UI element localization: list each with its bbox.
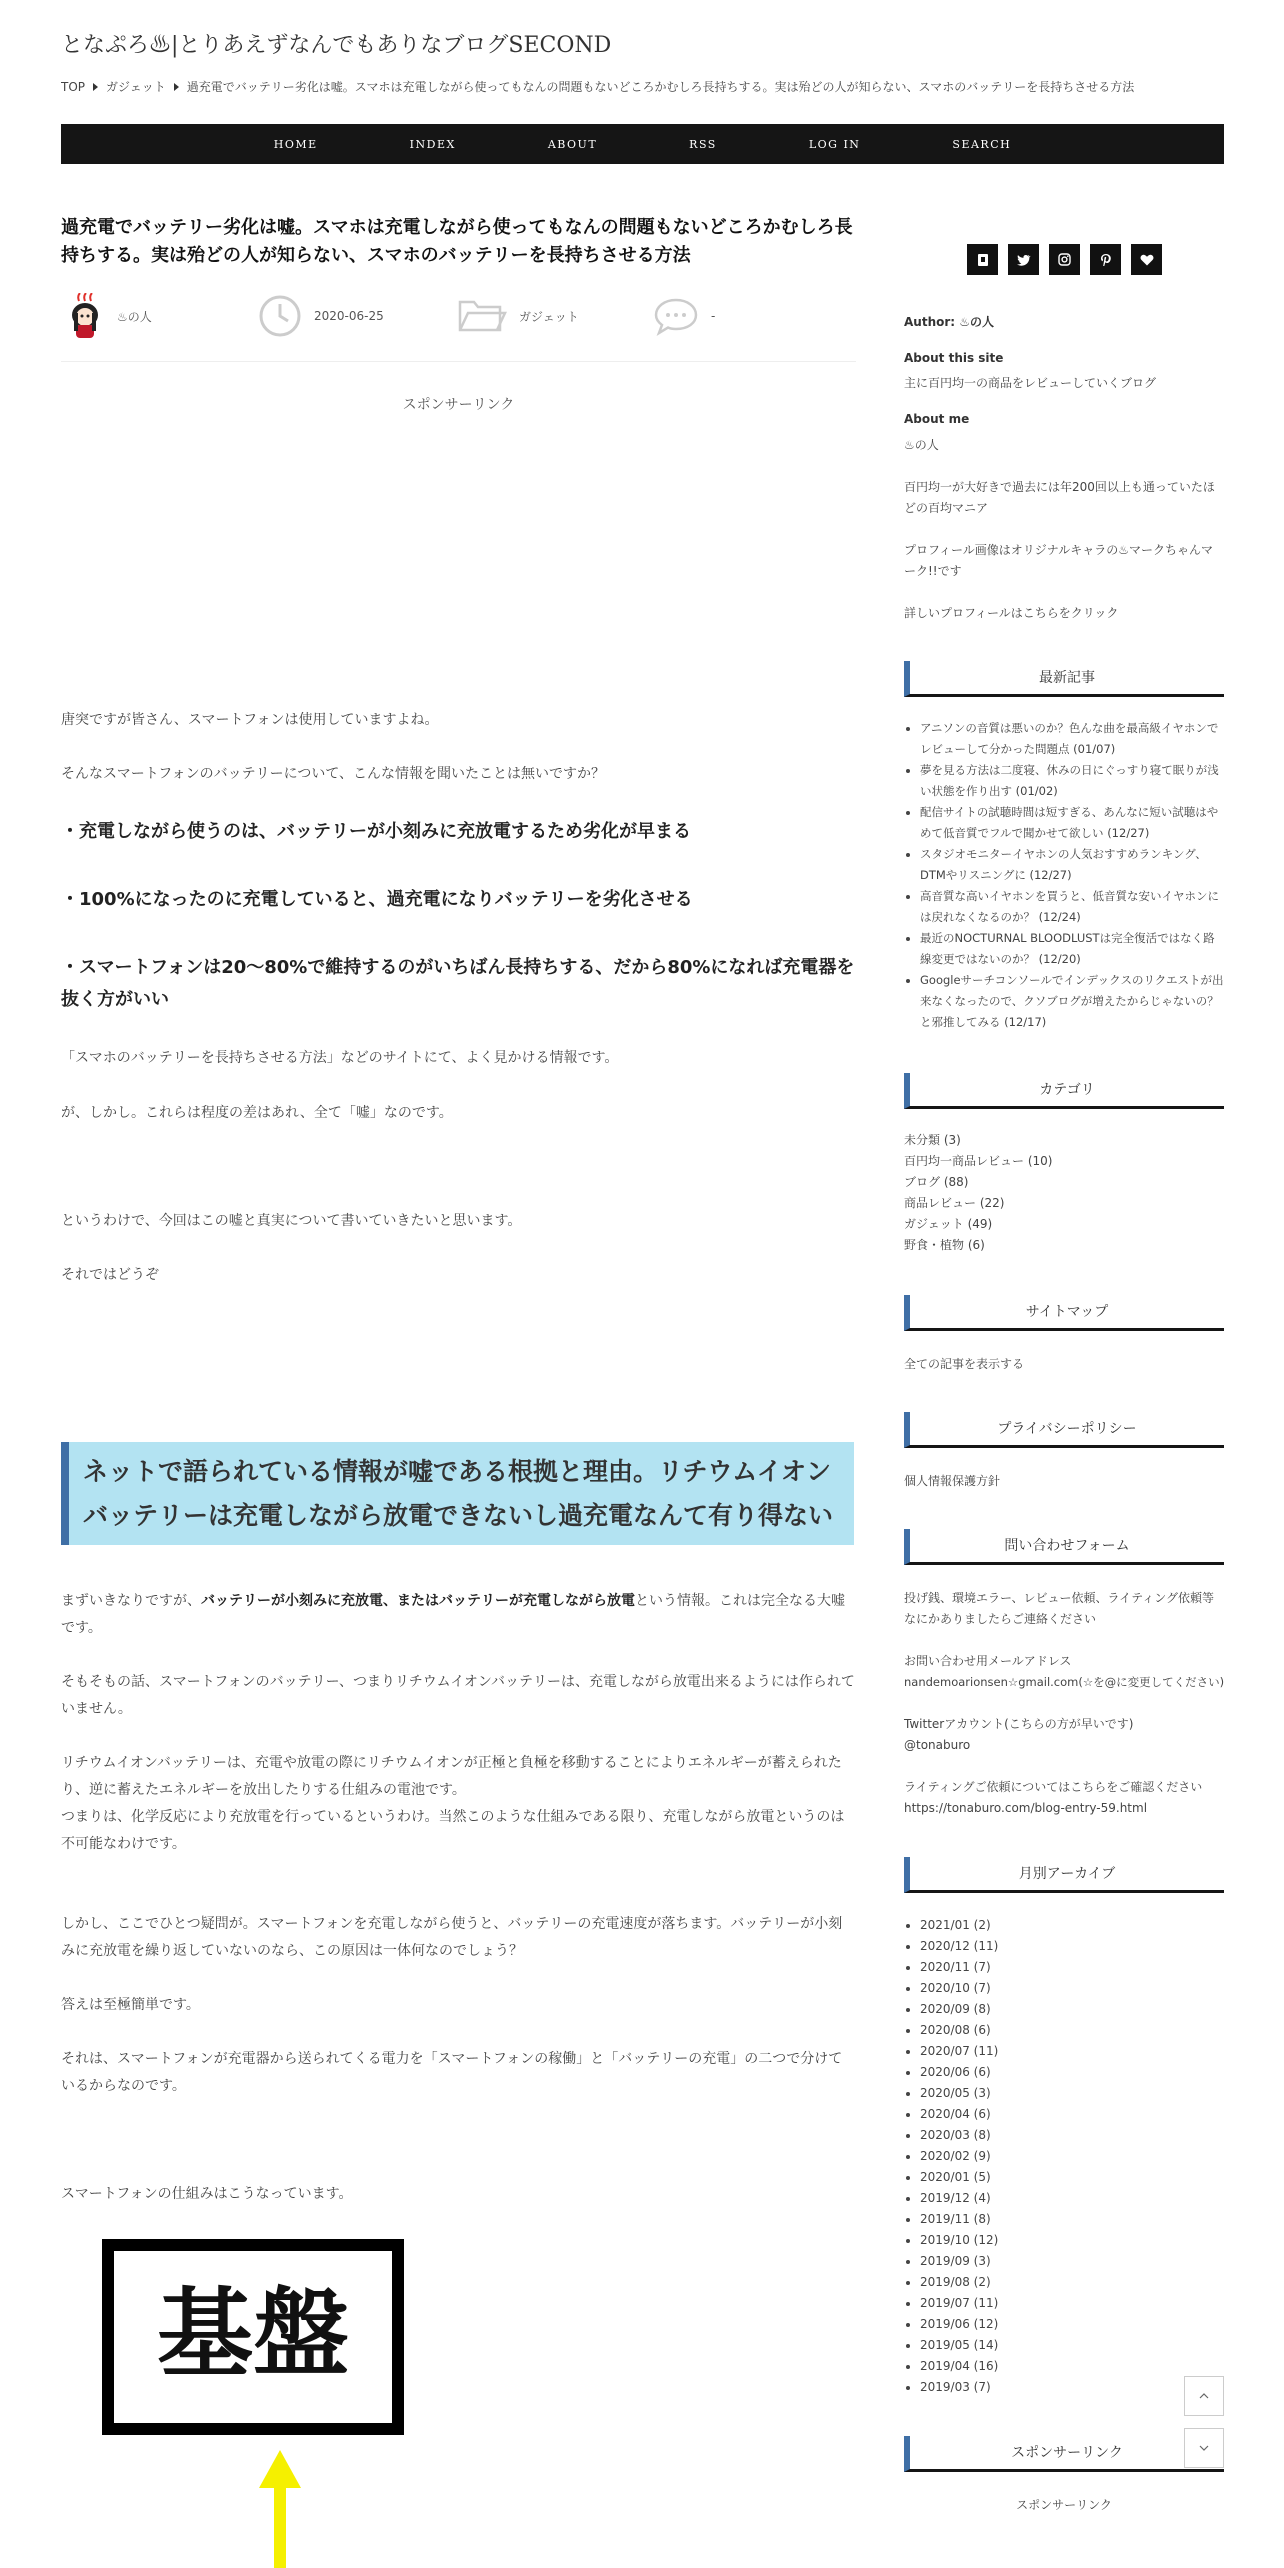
profile-link[interactable]: 詳しいプロフィールはこちらをクリック: [904, 606, 1119, 620]
recent-post-link[interactable]: • 高音質な高いイヤホンを買うと、低音質な安いイヤホンには戻れなくなるのか？ (12/24): [920, 886, 1224, 928]
archive-link[interactable]: • 2020/01 (5): [920, 2167, 1224, 2188]
paragraph: 「スマホのバッテリーを長持ちさせる方法」などのサイトにて、よく見かける情報です。: [61, 1050, 619, 1066]
author-avatar: [65, 293, 105, 339]
pinterest-icon: [1100, 253, 1112, 267]
breadcrumb: [61, 78, 1241, 95]
scroll-bottom-button[interactable]: [1184, 2428, 1224, 2468]
archive-link[interactable]: • 2020/10 (7): [920, 1978, 1224, 1999]
nav-about[interactable]: ABOUT: [547, 137, 598, 151]
archive-link[interactable]: • 2019/08 (2): [920, 2272, 1224, 2293]
nav-index[interactable]: INDEX: [409, 137, 456, 151]
paragraph: 唐突ですが皆さん、スマートフォンは使用していますよね。: [61, 712, 439, 728]
archive-link[interactable]: • 2020/05 (3): [920, 2083, 1224, 2104]
paragraph: そもそもの話、スマートフォンのバッテリー、つまりリチウムイオンバッテリーは、充電しながら放電出来るようには作られていません。: [61, 1674, 855, 1717]
recent-post-link[interactable]: • 最近のNOCTURNAL BLOODLUSTは完全復活ではなく路線変更ではないのか？ (12/20): [920, 928, 1224, 970]
archive-link[interactable]: • 2020/09 (8): [920, 1999, 1224, 2020]
breadcrumb-current: 過充電でバッテリー劣化は嘘。スマホは充電しながら使ってもなんの問題もないどころかむしろ長持ちする。実は殆どの人が知らない、スマホのバッテリーを長持ちさせる方法: [186, 80, 1135, 94]
board-diagram-image: [61, 2222, 421, 2568]
bookmark-icon: [977, 253, 989, 267]
archive-list: [904, 1915, 1224, 2398]
archive-link[interactable]: • 2020/12 (11): [920, 1936, 1224, 1957]
archive-link[interactable]: • 2019/06 (12): [920, 2314, 1224, 2335]
contact-twitter-label: Twitterアカウント(こちらの方が早いです): [904, 1717, 1134, 1731]
recent-posts-list: [904, 718, 1224, 1033]
chevron-down-icon: [1199, 2445, 1209, 2451]
sitemap-link[interactable]: 全ての記事を表示する: [904, 1357, 1025, 1371]
recent-posts-heading: 最新記事: [904, 661, 1224, 697]
main-nav: [61, 124, 1224, 164]
category-link[interactable]: 百円均一商品レビュー (10): [904, 1154, 1053, 1168]
paragraph: というわけで、今回はこの嘘と真実について書いていきたいと思います。: [61, 1213, 522, 1229]
social-favorite-button[interactable]: [1131, 244, 1162, 275]
sponsor-label: スポンサーリンク: [402, 397, 515, 413]
social-instagram-button[interactable]: [1049, 244, 1080, 275]
paragraph: 答えは至極簡単です。: [61, 1997, 200, 2013]
archive-link[interactable]: • 2020/03 (8): [920, 2125, 1224, 2146]
social-twitter-button[interactable]: [1008, 244, 1039, 275]
archive-link[interactable]: • 2019/03 (7): [920, 2377, 1224, 2398]
contact-twitter[interactable]: @tonaburo: [904, 1738, 971, 1752]
nav-home[interactable]: HOME: [273, 137, 318, 151]
archive-link[interactable]: • 2020/02 (9): [920, 2146, 1224, 2167]
board-label: 基盤: [157, 2278, 349, 2390]
recent-post-link[interactable]: • 配信サイトの試聴時間は短すぎる、あんなに短い試聴はやめて低音質でフルで聞かせて欲しい (12/27): [920, 802, 1224, 844]
paragraph: それは、スマートフォンが充電器から送られてくる電力を「スマートフォンの稼働」と「バッテリーの充電」の二つで分けているからなのです。: [61, 2051, 843, 2094]
emphasis-line: ・充電しながら使うのは、バッテリーが小刻みに充放電するため劣化が早まる: [61, 821, 691, 842]
category-link[interactable]: 未分類 (3): [904, 1133, 961, 1147]
archive-link[interactable]: • 2019/05 (14): [920, 2335, 1224, 2356]
recent-post-link[interactable]: • Googleサーチコンソールでインデックスのリクエストが出来なくなったので、クソブログが増えたからじゃないの？と邪推してみる (12/17): [920, 970, 1224, 1033]
comment-icon: [653, 296, 699, 336]
instagram-icon: [1058, 253, 1071, 266]
meta-category: [457, 292, 579, 340]
meta-author-text[interactable]: ♨の人: [117, 309, 152, 324]
meta-category-text[interactable]: ガジェット: [519, 309, 579, 324]
meta-comments: [653, 292, 715, 340]
archive-link[interactable]: • 2019/12 (4): [920, 2188, 1224, 2209]
about-me-text: 百円均一が大好きで過去には年200回以上も通っていたほどの百均マニア: [904, 480, 1215, 515]
paragraph: つまりは、化学反応により充放電を行っているというわけ。当然このような仕組みである限り、充電しながら放電というのは不可能なわけです。: [61, 1809, 845, 1852]
category-link[interactable]: 野食・植物 (6): [904, 1238, 985, 1252]
contact-text: 投げ銭、環境エラー、レビュー依頼、ライティング依頼等なにかありましたらご連絡ください: [904, 1591, 1214, 1626]
archive-link[interactable]: • 2020/11 (7): [920, 1957, 1224, 1978]
category-link[interactable]: ブログ (88): [904, 1175, 969, 1189]
contact-email-label: お問い合わせ用メールアドレス: [904, 1654, 1072, 1668]
privacy-link[interactable]: 個人情報保護方針: [904, 1474, 1001, 1488]
meta-comments-text[interactable]: -: [711, 309, 716, 323]
breadcrumb-category[interactable]: ガジェット: [106, 80, 166, 94]
heart-icon: [1140, 254, 1154, 266]
breadcrumb-arrow-icon: [174, 83, 179, 91]
paragraph: そんなスマートフォンのバッテリーについて、こんな情報を聞いたことは無いですか？: [61, 766, 606, 782]
article-title: 過充電でバッテリー劣化は嘘。スマホは充電しながら使ってもなんの問題もないどころかむしろ長持ちする。実は殆どの人が知らない、スマホのバッテリーを長持ちさせる方法: [61, 217, 853, 266]
archive-link[interactable]: • 2020/04 (6): [920, 2104, 1224, 2125]
folder-icon: [457, 296, 507, 336]
clock-icon: [258, 294, 302, 338]
recent-post-link[interactable]: • スタジオモニターイヤホンの人気おすすめランキング、DTMやリスニングに (12/27): [920, 844, 1224, 886]
sitemap-heading: サイトマップ: [904, 1295, 1224, 1331]
paragraph: [61, 1588, 856, 1642]
article-meta: [61, 292, 856, 362]
emphasis-line: ・スマートフォンは20～80%で維持するのがいちばん長持ちする、だから80%になれば充電器を抜く方がいい: [61, 957, 855, 1010]
nav-rss[interactable]: RSS: [689, 137, 717, 151]
section-heading: ネットで語られている情報が嘘である根拠と理由。リチウムイオンバッテリーは充電しながら放電できないし過充電なんて有り得ない: [61, 1442, 854, 1545]
paragraph: しかし、ここでひとつ疑問が。スマートフォンを充電しながら使うと、バッテリーの充電速度が落ちます。バッテリーが小刻みに充放電を繰り返していないのなら、この原因は一体何なのでしょう？: [61, 1916, 843, 1959]
categories-heading: カテゴリ: [904, 1073, 1224, 1109]
sidebar-sponsor-label: スポンサーリンク: [1016, 2498, 1112, 2512]
meta-date: [258, 292, 384, 340]
archive-link[interactable]: • 2019/07 (11): [920, 2293, 1224, 2314]
contact-writing-link[interactable]: https://tonaburo.com/blog-entry-59.html: [904, 1801, 1148, 1815]
category-link[interactable]: 商品レビュー (22): [904, 1196, 1005, 1210]
about-me-text: プロフィール画像はオリジナルキャラの♨マークちゃんマーク!!です: [904, 543, 1213, 578]
about-me-heading: About me: [904, 412, 970, 426]
archive-link[interactable]: • 2021/01 (2): [920, 1915, 1224, 1936]
twitter-icon: [1017, 254, 1031, 266]
site-title[interactable]: となぷろ♨|とりあえずなんでもありなブログSECOND: [61, 33, 612, 58]
recent-post-link[interactable]: • アニソンの音質は悪いのか？色んな曲を最高級イヤホンでレビューして分かった問題点 (01/07): [920, 718, 1224, 760]
social-pinterest-button[interactable]: [1090, 244, 1121, 275]
archive-link[interactable]: • 2019/10 (12): [920, 2230, 1224, 2251]
contact-email: nandemoarionsen☆gmail.com(☆を@に変更してください): [904, 1675, 1225, 1689]
chevron-up-icon: [1199, 2393, 1209, 2399]
about-site-heading: About this site: [904, 351, 1004, 365]
recent-post-link[interactable]: • 夢を見る方法は二度寝、休みの日にぐっすり寝て眠りが浅い状態を作り出す (01/02): [920, 760, 1224, 802]
archive-heading: 月別アーカイブ: [904, 1857, 1224, 1893]
contact-writing-label: ライティングご依頼についてはこちらをご確認ください: [904, 1780, 1203, 1794]
nav-login[interactable]: LOG IN: [808, 137, 861, 151]
archive-link[interactable]: • 2019/09 (3): [920, 2251, 1224, 2272]
breadcrumb-arrow-icon: [93, 83, 98, 91]
breadcrumb-top[interactable]: TOP: [61, 80, 86, 94]
archive-link[interactable]: • 2019/11 (8): [920, 2209, 1224, 2230]
social-bookmark-button[interactable]: [967, 244, 998, 275]
paragraph-bold: バッテリーが小刻みに充放電、またはバッテリーが充電しながら放電: [201, 1593, 635, 1609]
sidebar-sponsor-heading: スポンサーリンク: [904, 2436, 1224, 2472]
privacy-heading: プライバシーポリシー: [904, 1412, 1224, 1448]
archive-link[interactable]: • 2020/06 (6): [920, 2062, 1224, 2083]
archive-link[interactable]: • 2020/07 (11): [920, 2041, 1224, 2062]
nav-search[interactable]: SEARCH: [952, 137, 1012, 151]
archive-link[interactable]: • 2020/08 (6): [920, 2020, 1224, 2041]
paragraph: リチウムイオンバッテリーは、充電や放電の際にリチウムイオンが正極と負極を移動することによりエネルギーが蓄えられたり、逆に蓄えたエネルギーを放出したりする仕組みの電池です。: [61, 1755, 842, 1798]
scroll-top-button[interactable]: [1184, 2376, 1224, 2416]
paragraph: それではどうぞ: [61, 1267, 159, 1283]
paragraph: スマートフォンの仕組みはこうなっています。: [61, 2186, 353, 2202]
emphasis-line: ・100%になったのに充電していると、過充電になりバッテリーを劣化させる: [61, 889, 693, 910]
about-me-name: ♨の人: [904, 438, 939, 452]
about-site-text: 主に百円均一の商品をレビューしていくブログ: [904, 376, 1157, 390]
meta-author: [65, 292, 152, 340]
paragraph-text: まずいきなりですが、: [61, 1593, 201, 1609]
paragraph-text: という情報。これは完全なる大嘘です。: [61, 1593, 845, 1636]
meta-date-text: 2020-06-25: [314, 309, 384, 323]
sidebar-author: Author: ♨の人: [904, 315, 995, 329]
paragraph: が、しかし。これらは程度の差はあれ、全て「嘘」なのです。: [61, 1105, 453, 1121]
contact-heading: 問い合わせフォーム: [904, 1529, 1224, 1565]
category-link[interactable]: ガジェット (49): [904, 1217, 993, 1231]
category-list: [904, 1130, 1224, 1256]
archive-link[interactable]: • 2019/04 (16): [920, 2356, 1224, 2377]
